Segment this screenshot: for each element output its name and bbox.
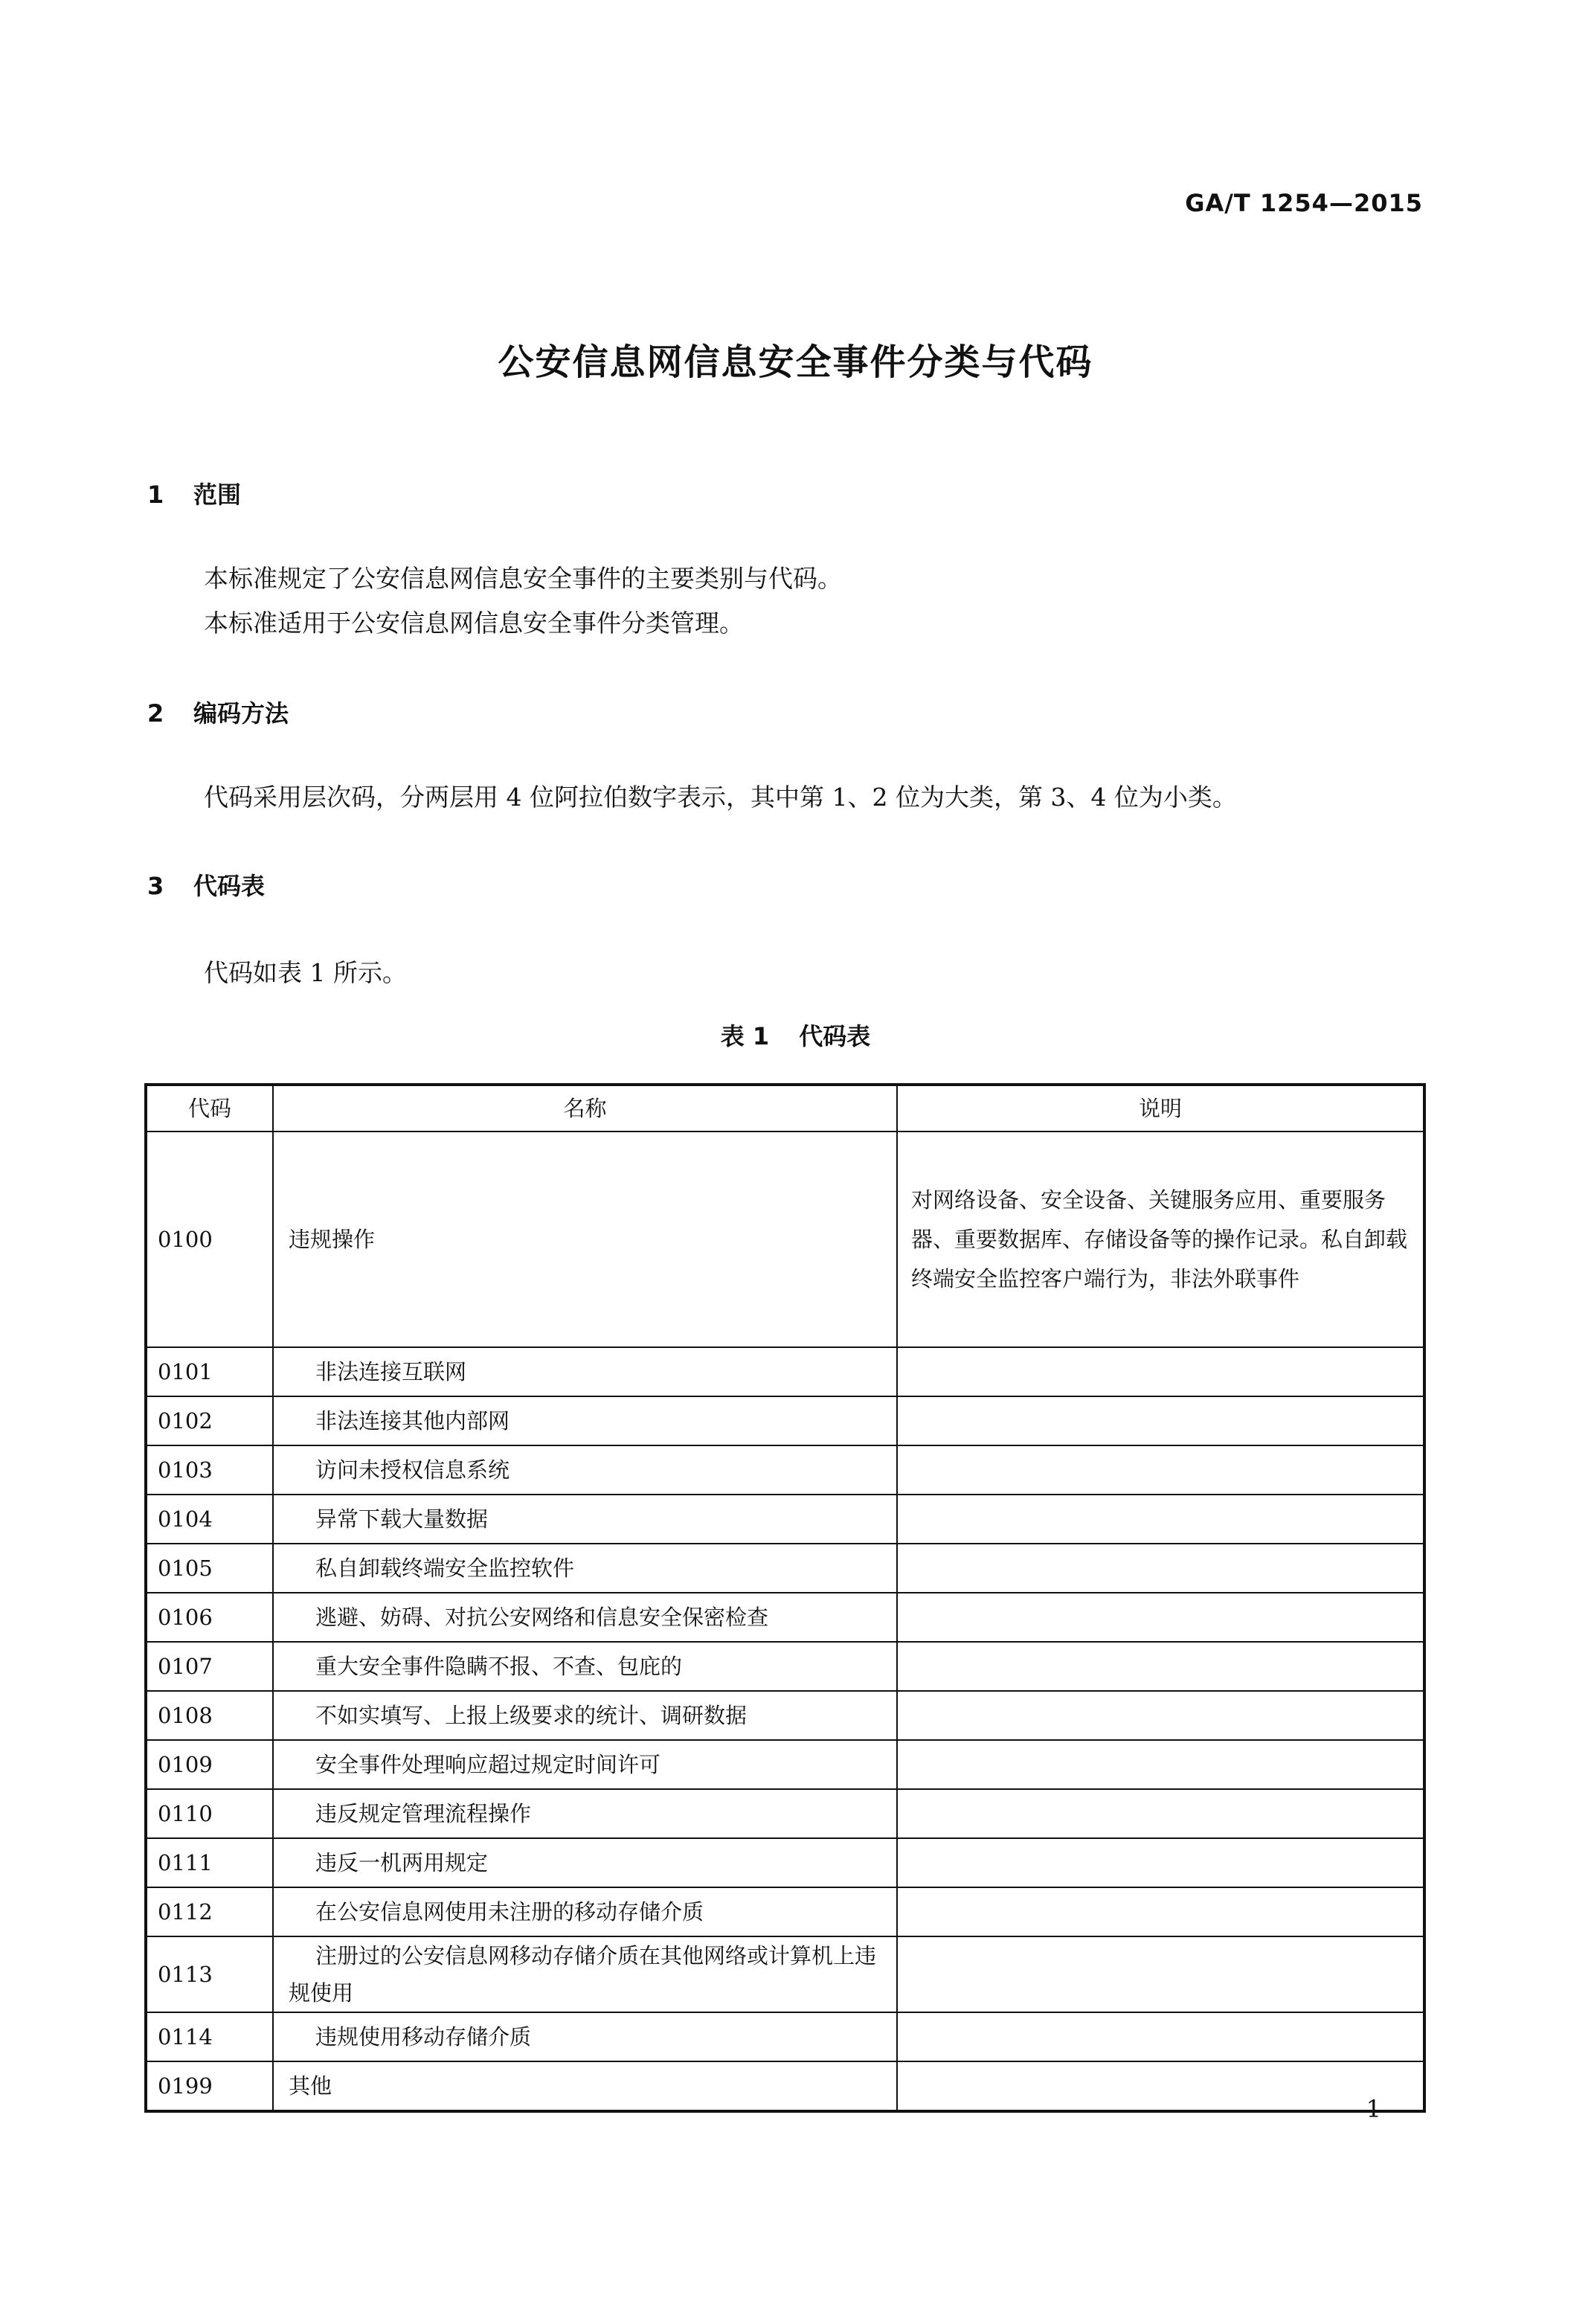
table-row [146, 1347, 1424, 1396]
cell-code: 0103 [146, 1445, 273, 1495]
document-title: 公安信息网信息安全事件分类与代码 [498, 341, 1093, 383]
table-row [146, 1789, 1424, 1838]
cell-name: 访问未授权信息系统 [273, 1445, 897, 1495]
cell-description [897, 1593, 1424, 1642]
cell-name: 安全事件处理响应超过规定时间许可 [273, 1740, 897, 1789]
cell-code: 0114 [146, 2012, 273, 2061]
table-caption [0, 1018, 1591, 1052]
cell-name: 注册过的公安信息网移动存储介质在其他网络或计算机上违规使用 [273, 1936, 897, 2012]
table-row [146, 1544, 1424, 1593]
cell-description [897, 1347, 1424, 1396]
cell-name: 逃避、妨碍、对抗公安网络和信息安全保密检查 [273, 1593, 897, 1642]
cell-description: 对网络设备、安全设备、关键服务应用、重要服务器、重要数据库、存储设备等的操作记录。私自卸载终端安全监控客户端行为，非法外联事件 [897, 1131, 1424, 1347]
cell-name: 异常下载大量数据 [273, 1495, 897, 1544]
section-title: 代码表 [193, 872, 266, 900]
header-code: 代码 [146, 1085, 273, 1131]
table-caption-title: 代码表 [799, 1022, 871, 1050]
cell-code: 0108 [146, 1691, 273, 1740]
cell-description [897, 1936, 1424, 2012]
cell-code: 0111 [146, 1838, 273, 1887]
table-row [146, 1691, 1424, 1740]
cell-code: 0102 [146, 1396, 273, 1445]
table-header-row [146, 1085, 1424, 1131]
cell-name: 违规操作 [273, 1131, 897, 1347]
cell-code: 0113 [146, 1936, 273, 2012]
table-row [146, 1396, 1424, 1445]
table-row [146, 1593, 1424, 1642]
cell-name: 在公安信息网使用未注册的移动存储介质 [273, 1887, 897, 1936]
cell-description [897, 1445, 1424, 1495]
cell-code: 0112 [146, 1887, 273, 1936]
cell-code: 0199 [146, 2061, 273, 2111]
table-row [146, 1740, 1424, 1789]
code-table [144, 1083, 1426, 2113]
section-number: 1 [147, 481, 164, 509]
cell-description [897, 1887, 1424, 1936]
section-2-heading [147, 695, 289, 729]
table-row [146, 1642, 1424, 1691]
table-row [146, 2012, 1424, 2061]
table-row [146, 1131, 1424, 1347]
section-title: 编码方法 [193, 699, 289, 728]
section-3-paragraph-1: 代码如表 1 所示。 [204, 958, 407, 987]
cell-description [897, 1642, 1424, 1691]
cell-name: 违反一机两用规定 [273, 1838, 897, 1887]
section-number: 2 [147, 699, 164, 728]
section-number: 3 [147, 872, 164, 900]
cell-name: 其他 [273, 2061, 897, 2111]
cell-name: 私自卸载终端安全监控软件 [273, 1544, 897, 1593]
cell-code: 0104 [146, 1495, 273, 1544]
cell-description [897, 2061, 1424, 2111]
table-caption-label: 表 1 [720, 1022, 770, 1050]
section-2-paragraph-1: 代码采用层次码，分两层用 4 位阿拉伯数字表示，其中第 1、2 位为大类，第 3、4 位为小类。 [204, 783, 1237, 812]
header-name: 名称 [273, 1085, 897, 1131]
table-row [146, 1495, 1424, 1544]
cell-description [897, 1396, 1424, 1445]
cell-description [897, 1789, 1424, 1838]
cell-name: 重大安全事件隐瞒不报、不查、包庇的 [273, 1642, 897, 1691]
cell-code: 0101 [146, 1347, 273, 1396]
standard-number: GA/T 1254—2015 [1185, 189, 1423, 217]
cell-name: 非法连接其他内部网 [273, 1396, 897, 1445]
section-1-paragraph-2: 本标准适用于公安信息网信息安全事件分类管理。 [204, 609, 744, 638]
table-row [146, 1445, 1424, 1495]
cell-code: 0100 [146, 1131, 273, 1347]
cell-description [897, 1838, 1424, 1887]
cell-code: 0105 [146, 1544, 273, 1593]
table-row [146, 1936, 1424, 2012]
cell-name: 违反规定管理流程操作 [273, 1789, 897, 1838]
cell-name: 不如实填写、上报上级要求的统计、调研数据 [273, 1691, 897, 1740]
cell-name: 非法连接互联网 [273, 1347, 897, 1396]
cell-description [897, 1495, 1424, 1544]
table-row [146, 1838, 1424, 1887]
section-1-paragraph-1: 本标准规定了公安信息网信息安全事件的主要类别与代码。 [204, 564, 842, 593]
cell-description [897, 1740, 1424, 1789]
cell-description [897, 1544, 1424, 1593]
table-row [146, 2061, 1424, 2111]
cell-name: 违规使用移动存储介质 [273, 2012, 897, 2061]
section-title: 范围 [193, 481, 242, 509]
cell-code: 0109 [146, 1740, 273, 1789]
section-1-heading [147, 476, 241, 510]
header-description: 说明 [897, 1085, 1424, 1131]
cell-description [897, 2012, 1424, 2061]
cell-code: 0110 [146, 1789, 273, 1838]
page-number: 1 [1366, 2095, 1381, 2123]
section-3-heading [147, 867, 265, 902]
cell-description [897, 1691, 1424, 1740]
table-row [146, 1887, 1424, 1936]
cell-code: 0107 [146, 1642, 273, 1691]
cell-code: 0106 [146, 1593, 273, 1642]
